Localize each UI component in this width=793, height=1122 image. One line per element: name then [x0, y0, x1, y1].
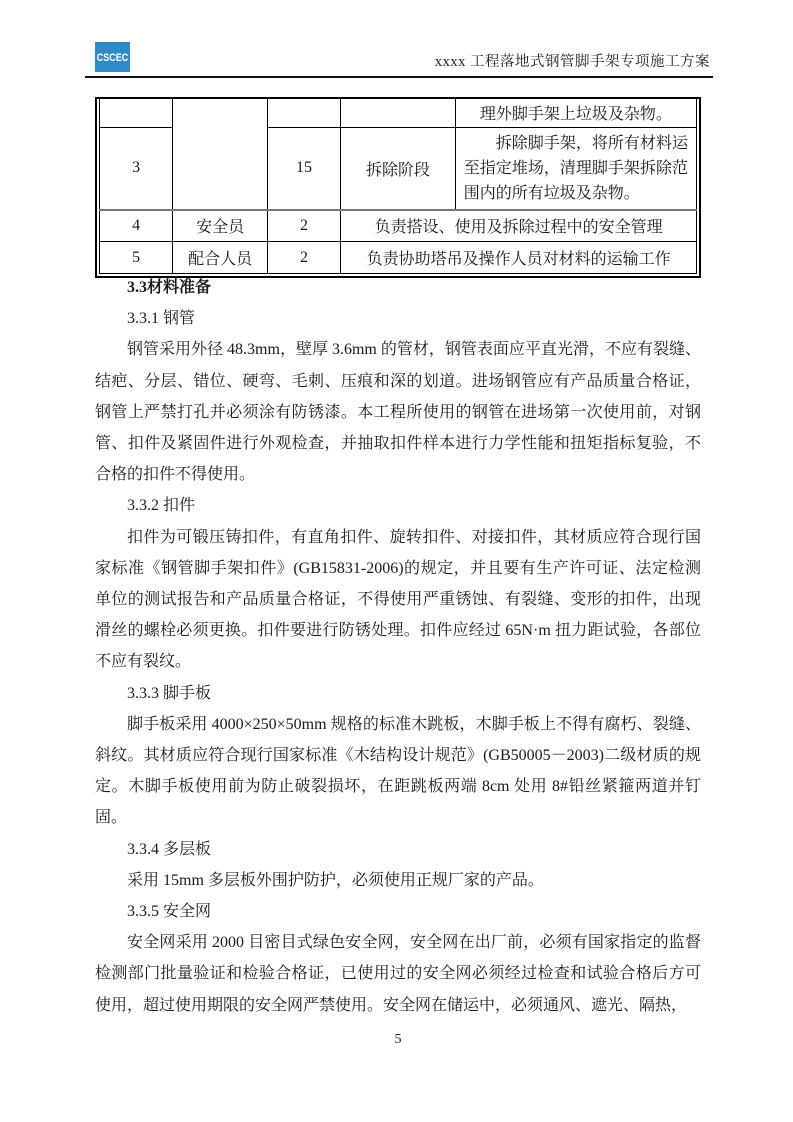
document-body	[95, 272, 701, 1021]
cell-row4-num: 4	[100, 210, 173, 242]
cell-empty-stage	[341, 99, 456, 127]
cell-row5-desc: 负责协助塔吊及操作人员对材料的运输工作	[341, 242, 697, 274]
sub-heading-3-3-1: 3.3.1 钢管	[127, 310, 196, 328]
paragraph-steel-pipe: 钢管采用外径 48.3mm，壁厚 3.6mm 的管材，钢管表面应平直光滑，不应有裂缝、结疤、分层、错位、硬弯、毛刺、压痕和深的划道。进场钢管应有产品质量合格证，钢管上严禁打孔并必须涂有防锈漆。本工程所使用的钢管在进场第一次使用前，对钢管、扣件及紧固件进行外观检查，并抽取扣件样本进行力学性能和扭矩指标复验，不合格的扣件不得使用。	[95, 341, 701, 484]
cell-row3-stage: 拆除阶段	[341, 127, 456, 210]
paragraph-safety-net: 安全网采用 2000 目密目式绿色安全网，安全网在出厂前，必须有国家指定的监督检测部门批量验证和检验合格证，已使用过的安全网必须经过检查和试验合格后方可使用，超过使用期限的安全网严禁使用。安全网在储运中，必须通风、遮光、隔热，	[95, 934, 701, 1014]
header-divider	[85, 76, 713, 78]
cell-row3-desc: 拆除脚手架，将所有材料运至指定堆场，清理脚手架拆除范围内的所有垃圾及杂物。	[463, 134, 688, 202]
cell-row5-role: 配合人员	[173, 242, 267, 274]
section-title-3-3: 3.3材料准备	[127, 279, 212, 296]
table-row-5	[100, 242, 697, 274]
cell-row3-count: 15	[267, 127, 340, 210]
cell-desc-tail: 理外脚手架上垃圾及杂物。	[455, 99, 696, 127]
cell-row5-num: 5	[100, 242, 173, 274]
sub-heading-3-3-2: 3.3.2 扣件	[127, 497, 196, 515]
page-header	[85, 40, 713, 78]
table-row-4	[100, 210, 697, 242]
cell-row3-num: 3	[100, 127, 173, 210]
cell-row4-count: 2	[267, 210, 340, 242]
cell-row5-count: 2	[267, 242, 340, 274]
company-logo-text: CSCEC	[96, 50, 129, 64]
company-logo	[95, 42, 130, 72]
sub-heading-3-3-5: 3.3.5 安全网	[127, 903, 212, 921]
page-number: 5	[394, 1032, 402, 1047]
cell-merged-role	[173, 99, 267, 210]
paragraph-plywood: 采用 15mm 多层板外围护防护，必须使用正规厂家的产品。	[127, 871, 544, 889]
cell-row4-role: 安全员	[173, 210, 267, 242]
personnel-table	[95, 97, 701, 278]
cell-empty-count	[267, 99, 340, 127]
paragraph-couplers: 扣件为可锻压铸扣件，有直角扣件、旋转扣件、对接扣件，其材质应符合现行国家标准《钢管脚手架扣件》(GB15831-2006)的规定，并且要有生产许可证、法定检测单位的测试报告和产品质量合格证，不得使用严重锈蚀、有裂缝、变形的扣件，出现滑丝的螺栓必须更换。扣件要进行防锈处理。扣件应经过 65N·m 扭力距试验，各部位不应有裂纹。	[95, 528, 701, 671]
document-header-title: xxxx 工程落地式钢管脚手架专项施工方案	[434, 54, 710, 70]
sub-heading-3-3-3: 3.3.3 脚手板	[127, 684, 212, 702]
sub-heading-3-3-4: 3.3.4 多层板	[127, 840, 212, 858]
table-row-partial	[100, 99, 697, 127]
paragraph-scaffold-board: 脚手板采用 4000×250×50mm 规格的标准木跳板，木脚手板上不得有腐朽、裂缝、斜纹。其材质应符合现行国家标准《木结构设计规范》(GB50005－2003)二级材质的规定。木脚手板使用前为防止破裂损坏，在距跳板两端 8cm 处用 8#铅丝紧箍两道并钉固。	[95, 715, 701, 827]
cell-empty-num	[100, 99, 173, 127]
cell-row4-desc: 负责搭设、使用及拆除过程中的安全管理	[341, 210, 697, 242]
